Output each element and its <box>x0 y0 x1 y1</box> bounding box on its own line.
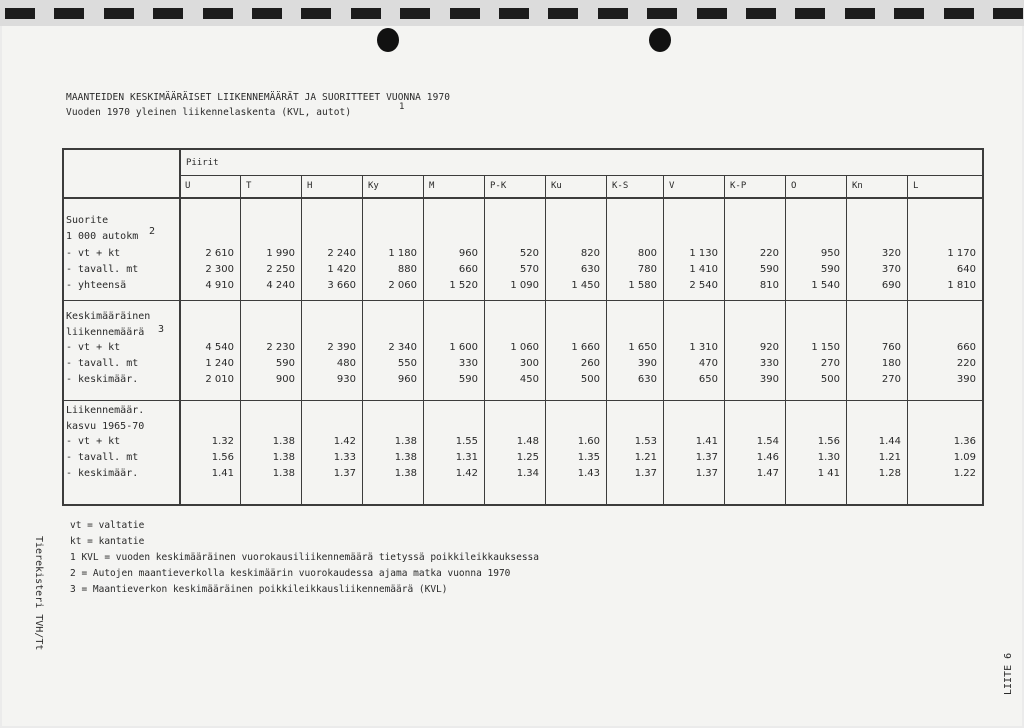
table-cell: 1 540 <box>811 280 840 291</box>
binder-hole <box>993 8 1023 19</box>
table-cell: 390 <box>956 374 976 385</box>
table-cell: 1.36 <box>953 436 976 447</box>
footnote-line: 2 = Autojen maantieverkolla keskimäärin vuorokaudessa ajama matka vuonna 1970 <box>70 568 511 579</box>
binder-hole <box>845 8 875 19</box>
section-divider <box>62 300 982 301</box>
table-cell: 1 240 <box>205 358 234 369</box>
row-label: - tavall. mt <box>66 358 139 369</box>
table-cell: 260 <box>580 358 600 369</box>
column-header-t: T <box>246 181 252 191</box>
table-cell: 1 090 <box>510 280 539 291</box>
binder-hole <box>104 8 134 19</box>
table-cell: 2 610 <box>205 248 234 259</box>
table-cell: 4 540 <box>205 342 234 353</box>
section-heading: Liikennemäär. <box>66 405 145 416</box>
binder-hole <box>894 8 924 19</box>
section-heading: Keskimääräinen <box>66 311 151 322</box>
column-divider <box>907 175 908 504</box>
table-cell: 1.09 <box>953 452 976 463</box>
table-cell: 390 <box>637 358 657 369</box>
table-cell: 1.46 <box>756 452 779 463</box>
table-cell: 1.22 <box>953 468 976 479</box>
column-header-u: U <box>185 181 191 191</box>
table-border-right <box>982 148 984 506</box>
table-cell: 570 <box>519 264 539 275</box>
binder-hole <box>548 8 578 19</box>
table-cell: 1 060 <box>510 342 539 353</box>
table-cell: 1.60 <box>577 436 600 447</box>
column-header-p-k: P-K <box>490 181 507 191</box>
binder-hole <box>746 8 776 19</box>
table-cell: 900 <box>275 374 295 385</box>
table-cell: 660 <box>458 264 478 275</box>
table-cell: 820 <box>580 248 600 259</box>
table-cell: 2 340 <box>388 342 417 353</box>
table-cell: 1.55 <box>455 436 478 447</box>
table-cell: 590 <box>820 264 840 275</box>
table-cell: 270 <box>881 374 901 385</box>
table-cell: 1.38 <box>272 436 295 447</box>
section-heading: kasvu 1965-70 <box>66 421 145 432</box>
table-cell: 1 310 <box>689 342 718 353</box>
section-heading: liikennemäärä <box>66 327 145 338</box>
table-cell: 1.47 <box>756 468 779 479</box>
table-cell: 1 130 <box>689 248 718 259</box>
table-cell: 1.28 <box>878 468 901 479</box>
table-cell: 2 250 <box>266 264 295 275</box>
table-cell: 590 <box>458 374 478 385</box>
table-cell: 1.37 <box>695 452 718 463</box>
table-cell: 1.32 <box>211 436 234 447</box>
table-cell: 640 <box>956 264 976 275</box>
table-cell: 1 150 <box>811 342 840 353</box>
table-cell: 500 <box>580 374 600 385</box>
row-label: - yhteensä <box>66 280 127 291</box>
table-cell: 920 <box>759 342 779 353</box>
group-header: Piirit <box>186 158 219 168</box>
row-label: - vt + kt <box>66 342 121 353</box>
table-cell: 1.21 <box>878 452 901 463</box>
row-label: - keskimäär. <box>66 374 139 385</box>
section-heading: Suorite <box>66 215 109 226</box>
column-header-k-s: K-S <box>612 181 629 191</box>
column-header-kn: Kn <box>852 181 863 191</box>
table-cell: 780 <box>637 264 657 275</box>
table-cell: 1 520 <box>449 280 478 291</box>
table-cell: 1.38 <box>394 436 417 447</box>
row-label: - tavall. mt <box>66 452 139 463</box>
binder-hole <box>598 8 628 19</box>
binder-hole <box>697 8 727 19</box>
column-header-l: L <box>913 181 919 191</box>
table-cell: 1.38 <box>394 452 417 463</box>
table-cell: 1 450 <box>571 280 600 291</box>
table-cell: 950 <box>820 248 840 259</box>
table-cell: 1.37 <box>695 468 718 479</box>
column-header-v: V <box>669 181 675 191</box>
table-cell: 330 <box>759 358 779 369</box>
binder-hole <box>400 8 430 19</box>
table-cell: 1.56 <box>817 436 840 447</box>
table-cell: 470 <box>698 358 718 369</box>
table-cell: 1.54 <box>756 436 779 447</box>
table-cell: 1.42 <box>455 468 478 479</box>
binder-hole <box>54 8 84 19</box>
table-cell: 2 240 <box>327 248 356 259</box>
table-cell: 1.44 <box>878 436 901 447</box>
table-cell: 1 810 <box>947 280 976 291</box>
binder-hole <box>252 8 282 19</box>
table-cell: 1 650 <box>628 342 657 353</box>
binder-hole <box>203 8 233 19</box>
table-cell: 1 580 <box>628 280 657 291</box>
punch-hole-left <box>377 28 399 52</box>
table-cell: 1.38 <box>272 468 295 479</box>
table-border-left <box>62 148 64 506</box>
binder-hole <box>499 8 529 19</box>
column-header-ku: Ku <box>551 181 562 191</box>
binder-hole <box>153 8 183 19</box>
table-cell: 1.33 <box>333 452 356 463</box>
table-cell: 2 540 <box>689 280 718 291</box>
table-cell: 960 <box>458 248 478 259</box>
table-cell: 1.43 <box>577 468 600 479</box>
table-cell: 330 <box>458 358 478 369</box>
table-cell: 1.31 <box>455 452 478 463</box>
header-bottom-line <box>62 197 982 199</box>
table-cell: 630 <box>637 374 657 385</box>
table-cell: 320 <box>881 248 901 259</box>
table-cell: 800 <box>637 248 657 259</box>
footnote-line: 1 KVL = vuoden keskimääräinen vuorokausiliikennemäärä tietyssä poikkileikkauksessa <box>70 552 539 563</box>
binder-hole <box>944 8 974 19</box>
table-cell: 1 990 <box>266 248 295 259</box>
table-cell: 760 <box>881 342 901 353</box>
column-header-h: H <box>307 181 313 191</box>
table-cell: 660 <box>956 342 976 353</box>
column-header-k-p: K-P <box>730 181 747 191</box>
table-cell: 1 600 <box>449 342 478 353</box>
table-cell: 390 <box>759 374 779 385</box>
footnote-line: vt = valtatie <box>70 520 145 531</box>
table-cell: 1 180 <box>388 248 417 259</box>
header-divider <box>179 175 982 176</box>
table-cell: 1.41 <box>211 468 234 479</box>
table-cell: 300 <box>519 358 539 369</box>
table-cell: 1.34 <box>516 468 539 479</box>
document-title: MAANTEIDEN KESKIMÄÄRÄISET LIIKENNEMÄÄRÄT JA SUORITTEET VUONNA 1970 <box>66 92 451 103</box>
section-heading: 1 000 autokm <box>66 231 139 242</box>
table-cell: 1.42 <box>333 436 356 447</box>
column-header-o: O <box>791 181 797 191</box>
table-cell: 2 230 <box>266 342 295 353</box>
side-label-right: LIITE 6 <box>1003 652 1014 695</box>
table-cell: 1.41 <box>695 436 718 447</box>
table-cell: 1 420 <box>327 264 356 275</box>
punch-hole-right <box>649 28 671 52</box>
binder-hole <box>647 8 677 19</box>
table-cell: 270 <box>820 358 840 369</box>
document-subtitle: Vuoden 1970 yleinen liikennelaskenta (KVL, autot) <box>66 107 352 118</box>
footnote-line: 3 = Maantieverkon keskimääräinen poikkileikkausliikennemäärä (KVL) <box>70 584 448 595</box>
binder-hole <box>301 8 331 19</box>
table-cell: 520 <box>519 248 539 259</box>
table-cell: 1.53 <box>634 436 657 447</box>
side-label-left: Tierekisteri TVH/Tt <box>33 536 44 651</box>
table-cell: 220 <box>956 358 976 369</box>
table-cell: 550 <box>397 358 417 369</box>
table-cell: 220 <box>759 248 779 259</box>
table-cell: 1 660 <box>571 342 600 353</box>
table-cell: 1 170 <box>947 248 976 259</box>
row-label: - keskimäär. <box>66 468 139 479</box>
row-label: - vt + kt <box>66 248 121 259</box>
table-cell: 1.21 <box>634 452 657 463</box>
row-label: - vt + kt <box>66 436 121 447</box>
section-divider <box>62 400 982 401</box>
table-cell: 1.30 <box>817 452 840 463</box>
table-border-bottom <box>62 504 982 506</box>
table-cell: 1.38 <box>394 468 417 479</box>
table-cell: 2 390 <box>327 342 356 353</box>
row-label: - tavall. mt <box>66 264 139 275</box>
table-cell: 1.35 <box>577 452 600 463</box>
table-cell: 2 060 <box>388 280 417 291</box>
table-cell: 590 <box>759 264 779 275</box>
table-cell: 650 <box>698 374 718 385</box>
table-cell: 930 <box>336 374 356 385</box>
table-cell: 1.37 <box>333 468 356 479</box>
table-cell: 370 <box>881 264 901 275</box>
table-cell: 2 010 <box>205 374 234 385</box>
binder-hole <box>351 8 381 19</box>
table-border-top <box>62 148 982 150</box>
table-cell: 1.25 <box>516 452 539 463</box>
table-cell: 1 41 <box>817 468 840 479</box>
column-header-m: M <box>429 181 435 191</box>
table-cell: 1.37 <box>634 468 657 479</box>
table-cell: 3 660 <box>327 280 356 291</box>
section-footnote-mark: 2 <box>149 226 156 237</box>
table-cell: 2 300 <box>205 264 234 275</box>
column-divider <box>179 148 181 504</box>
binder-hole <box>5 8 35 19</box>
table-cell: 1 410 <box>689 264 718 275</box>
table-cell: 960 <box>397 374 417 385</box>
table-cell: 1.56 <box>211 452 234 463</box>
binder-hole <box>450 8 480 19</box>
table-cell: 480 <box>336 358 356 369</box>
table-cell: 1.48 <box>516 436 539 447</box>
table-cell: 630 <box>580 264 600 275</box>
subtitle-footnote-mark: 1 <box>399 102 405 112</box>
column-header-ky: Ky <box>368 181 379 191</box>
table-cell: 590 <box>275 358 295 369</box>
footnote-line: kt = kantatie <box>70 536 145 547</box>
table-cell: 810 <box>759 280 779 291</box>
table-cell: 1.38 <box>272 452 295 463</box>
table-cell: 180 <box>881 358 901 369</box>
table-cell: 450 <box>519 374 539 385</box>
table-cell: 4 240 <box>266 280 295 291</box>
table-cell: 4 910 <box>205 280 234 291</box>
table-cell: 690 <box>881 280 901 291</box>
table-cell: 880 <box>397 264 417 275</box>
table-cell: 500 <box>820 374 840 385</box>
section-footnote-mark: 3 <box>158 324 165 335</box>
binder-hole <box>795 8 825 19</box>
